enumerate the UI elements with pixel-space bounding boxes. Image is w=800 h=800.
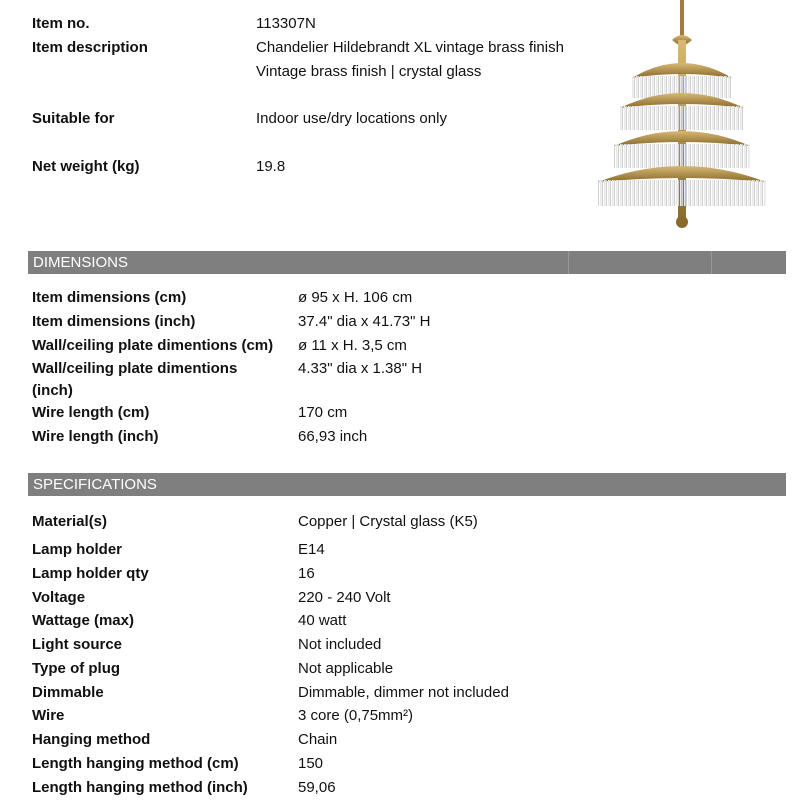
spec-value: 220 - 240 Volt <box>298 589 391 606</box>
tier-3-crystals <box>614 144 750 168</box>
spec-label: Lamp holder <box>32 541 123 558</box>
suitable-for-label: Suitable for <box>32 110 115 127</box>
dimension-value: 4.33" dia x 1.38" H <box>298 360 423 377</box>
dimension-label: Wall/ceiling plate dimentions <box>32 360 238 377</box>
item-description-label: Item description <box>32 39 148 56</box>
item-description-value: Chandelier Hildebrandt XL vintage brass finish <box>256 39 564 56</box>
tier-4-crystals <box>598 180 766 206</box>
dimensions-section-header <box>28 251 786 274</box>
band-divider <box>568 251 569 274</box>
specifications-title: SPECIFICATIONS <box>33 476 157 493</box>
spec-label: Type of plug <box>32 660 121 677</box>
item-finish-value: Vintage brass finish | crystal glass <box>256 63 482 80</box>
band-divider <box>711 251 712 274</box>
spec-value: Chain <box>298 731 338 748</box>
spec-value: 59,06 <box>298 779 336 796</box>
spec-value: 150 <box>298 755 324 772</box>
dimensions-title: DIMENSIONS <box>33 254 129 271</box>
spec-value: Copper | Crystal glass (K5) <box>298 513 478 530</box>
dimension-value: ø 95 x H. 106 cm <box>298 289 413 306</box>
dimension-label: Wire length (inch) <box>32 428 159 445</box>
suitable-for-value: Indoor use/dry locations only <box>256 110 447 127</box>
dimension-label: Item dimensions (cm) <box>32 289 187 306</box>
spec-value: 16 <box>298 565 315 582</box>
dimension-label: Wall/ceiling plate dimentions (cm) <box>32 337 274 354</box>
spec-label: Wire <box>32 707 65 724</box>
spec-label: Voltage <box>32 589 86 606</box>
spec-value: E14 <box>298 541 325 558</box>
item-no-label: Item no. <box>32 15 90 32</box>
spec-label: Material(s) <box>32 513 108 530</box>
spec-label: Hanging method <box>32 731 151 748</box>
spec-value: 40 watt <box>298 612 347 629</box>
spec-label: Wattage (max) <box>32 612 134 629</box>
net-weight-label: Net weight (kg) <box>32 158 140 175</box>
dimension-value: ø 11 x H. 3,5 cm <box>298 337 407 354</box>
specifications-section-header <box>28 473 786 496</box>
spec-value: Not applicable <box>298 660 394 677</box>
item-no-value: 113307N <box>256 15 316 32</box>
dimension-value: 66,93 inch <box>298 428 368 445</box>
finial <box>676 216 688 228</box>
spec-label: Lamp holder qty <box>32 565 149 582</box>
dimension-value: 37.4" dia x 41.73" H <box>298 313 431 330</box>
spec-label: Dimmable <box>32 684 104 701</box>
spec-label: Length hanging method (cm) <box>32 755 239 772</box>
dimension-label-continued: (inch) <box>32 382 73 399</box>
dimension-label: Wire length (cm) <box>32 404 150 421</box>
chandelier-image <box>592 0 772 230</box>
tier-2-crystals <box>620 106 744 130</box>
net-weight-value: 19.8 <box>256 158 286 175</box>
spec-value: 3 core (0,75mm²) <box>298 707 414 724</box>
spec-value: Not included <box>298 636 382 653</box>
dimension-value: 170 cm <box>298 404 348 421</box>
spec-label: Length hanging method (inch) <box>32 779 248 796</box>
spec-label: Light source <box>32 636 123 653</box>
dimension-label: Item dimensions (inch) <box>32 313 196 330</box>
spec-value: Dimmable, dimmer not included <box>298 684 509 701</box>
